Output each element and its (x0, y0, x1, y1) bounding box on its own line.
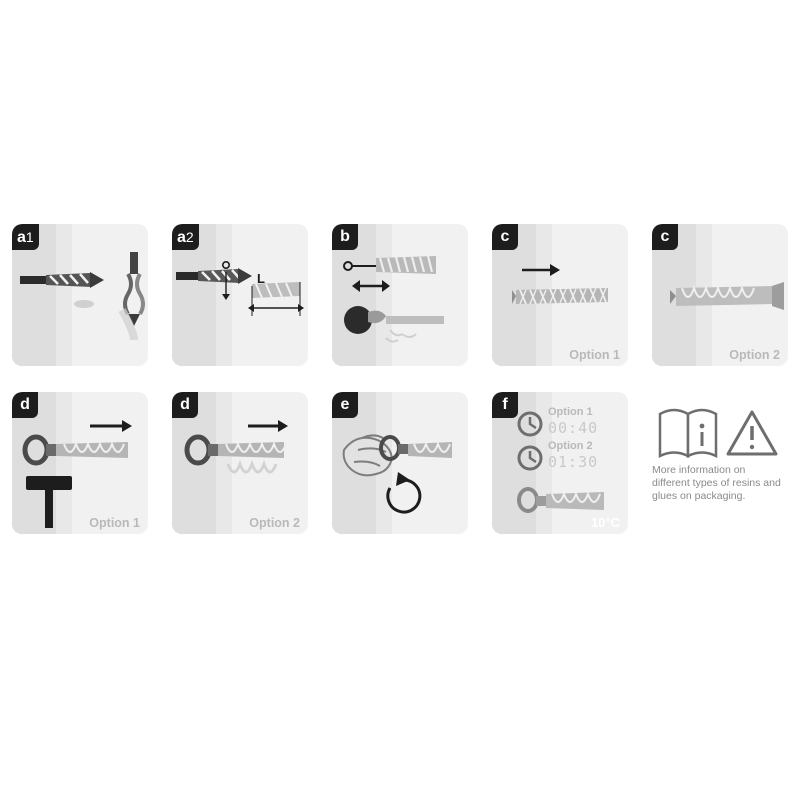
instruction-grid (12, 224, 792, 534)
more-information-text: More information on different types of resins and glues on packaging. (652, 464, 781, 502)
option-1-label: Option 1 (548, 406, 593, 418)
option-label: Option 2 (729, 348, 780, 362)
option-1-time: 00:40 (548, 419, 599, 437)
warning-triangle-icon (728, 412, 776, 454)
option-2-time: 01:30 (548, 453, 599, 471)
panel-tag: f (492, 392, 518, 418)
panel-tag: c (652, 224, 678, 250)
info-icons (652, 400, 792, 470)
option-label: Option 1 (89, 516, 140, 530)
panel-tag: a1 (12, 224, 39, 250)
panel-a2[interactable] (172, 224, 308, 366)
panel-c-option-2[interactable] (652, 224, 788, 366)
option-label: Option 1 (569, 348, 620, 362)
panel-tag: a2 (172, 224, 199, 250)
panel-tag: c (492, 224, 518, 250)
panel-tag: e (332, 392, 358, 418)
temperature-label: 10°C (590, 515, 620, 530)
panel-tag: b (332, 224, 358, 250)
option-2-label: Option 2 (548, 440, 593, 452)
panel-c-option-1[interactable] (492, 224, 628, 366)
panel-a1[interactable] (12, 224, 148, 366)
panel-d-option-2[interactable] (172, 392, 308, 534)
panel-b[interactable] (332, 224, 468, 366)
panel-e[interactable] (332, 392, 468, 534)
panel-d-option-1[interactable] (12, 392, 148, 534)
length-label: L (257, 271, 265, 286)
panel-f[interactable] (492, 392, 628, 534)
panel-tag: d (12, 392, 38, 418)
more-information-note (652, 392, 792, 534)
manual-book-icon (660, 410, 716, 456)
option-label: Option 2 (249, 516, 300, 530)
panel-tag: d (172, 392, 198, 418)
